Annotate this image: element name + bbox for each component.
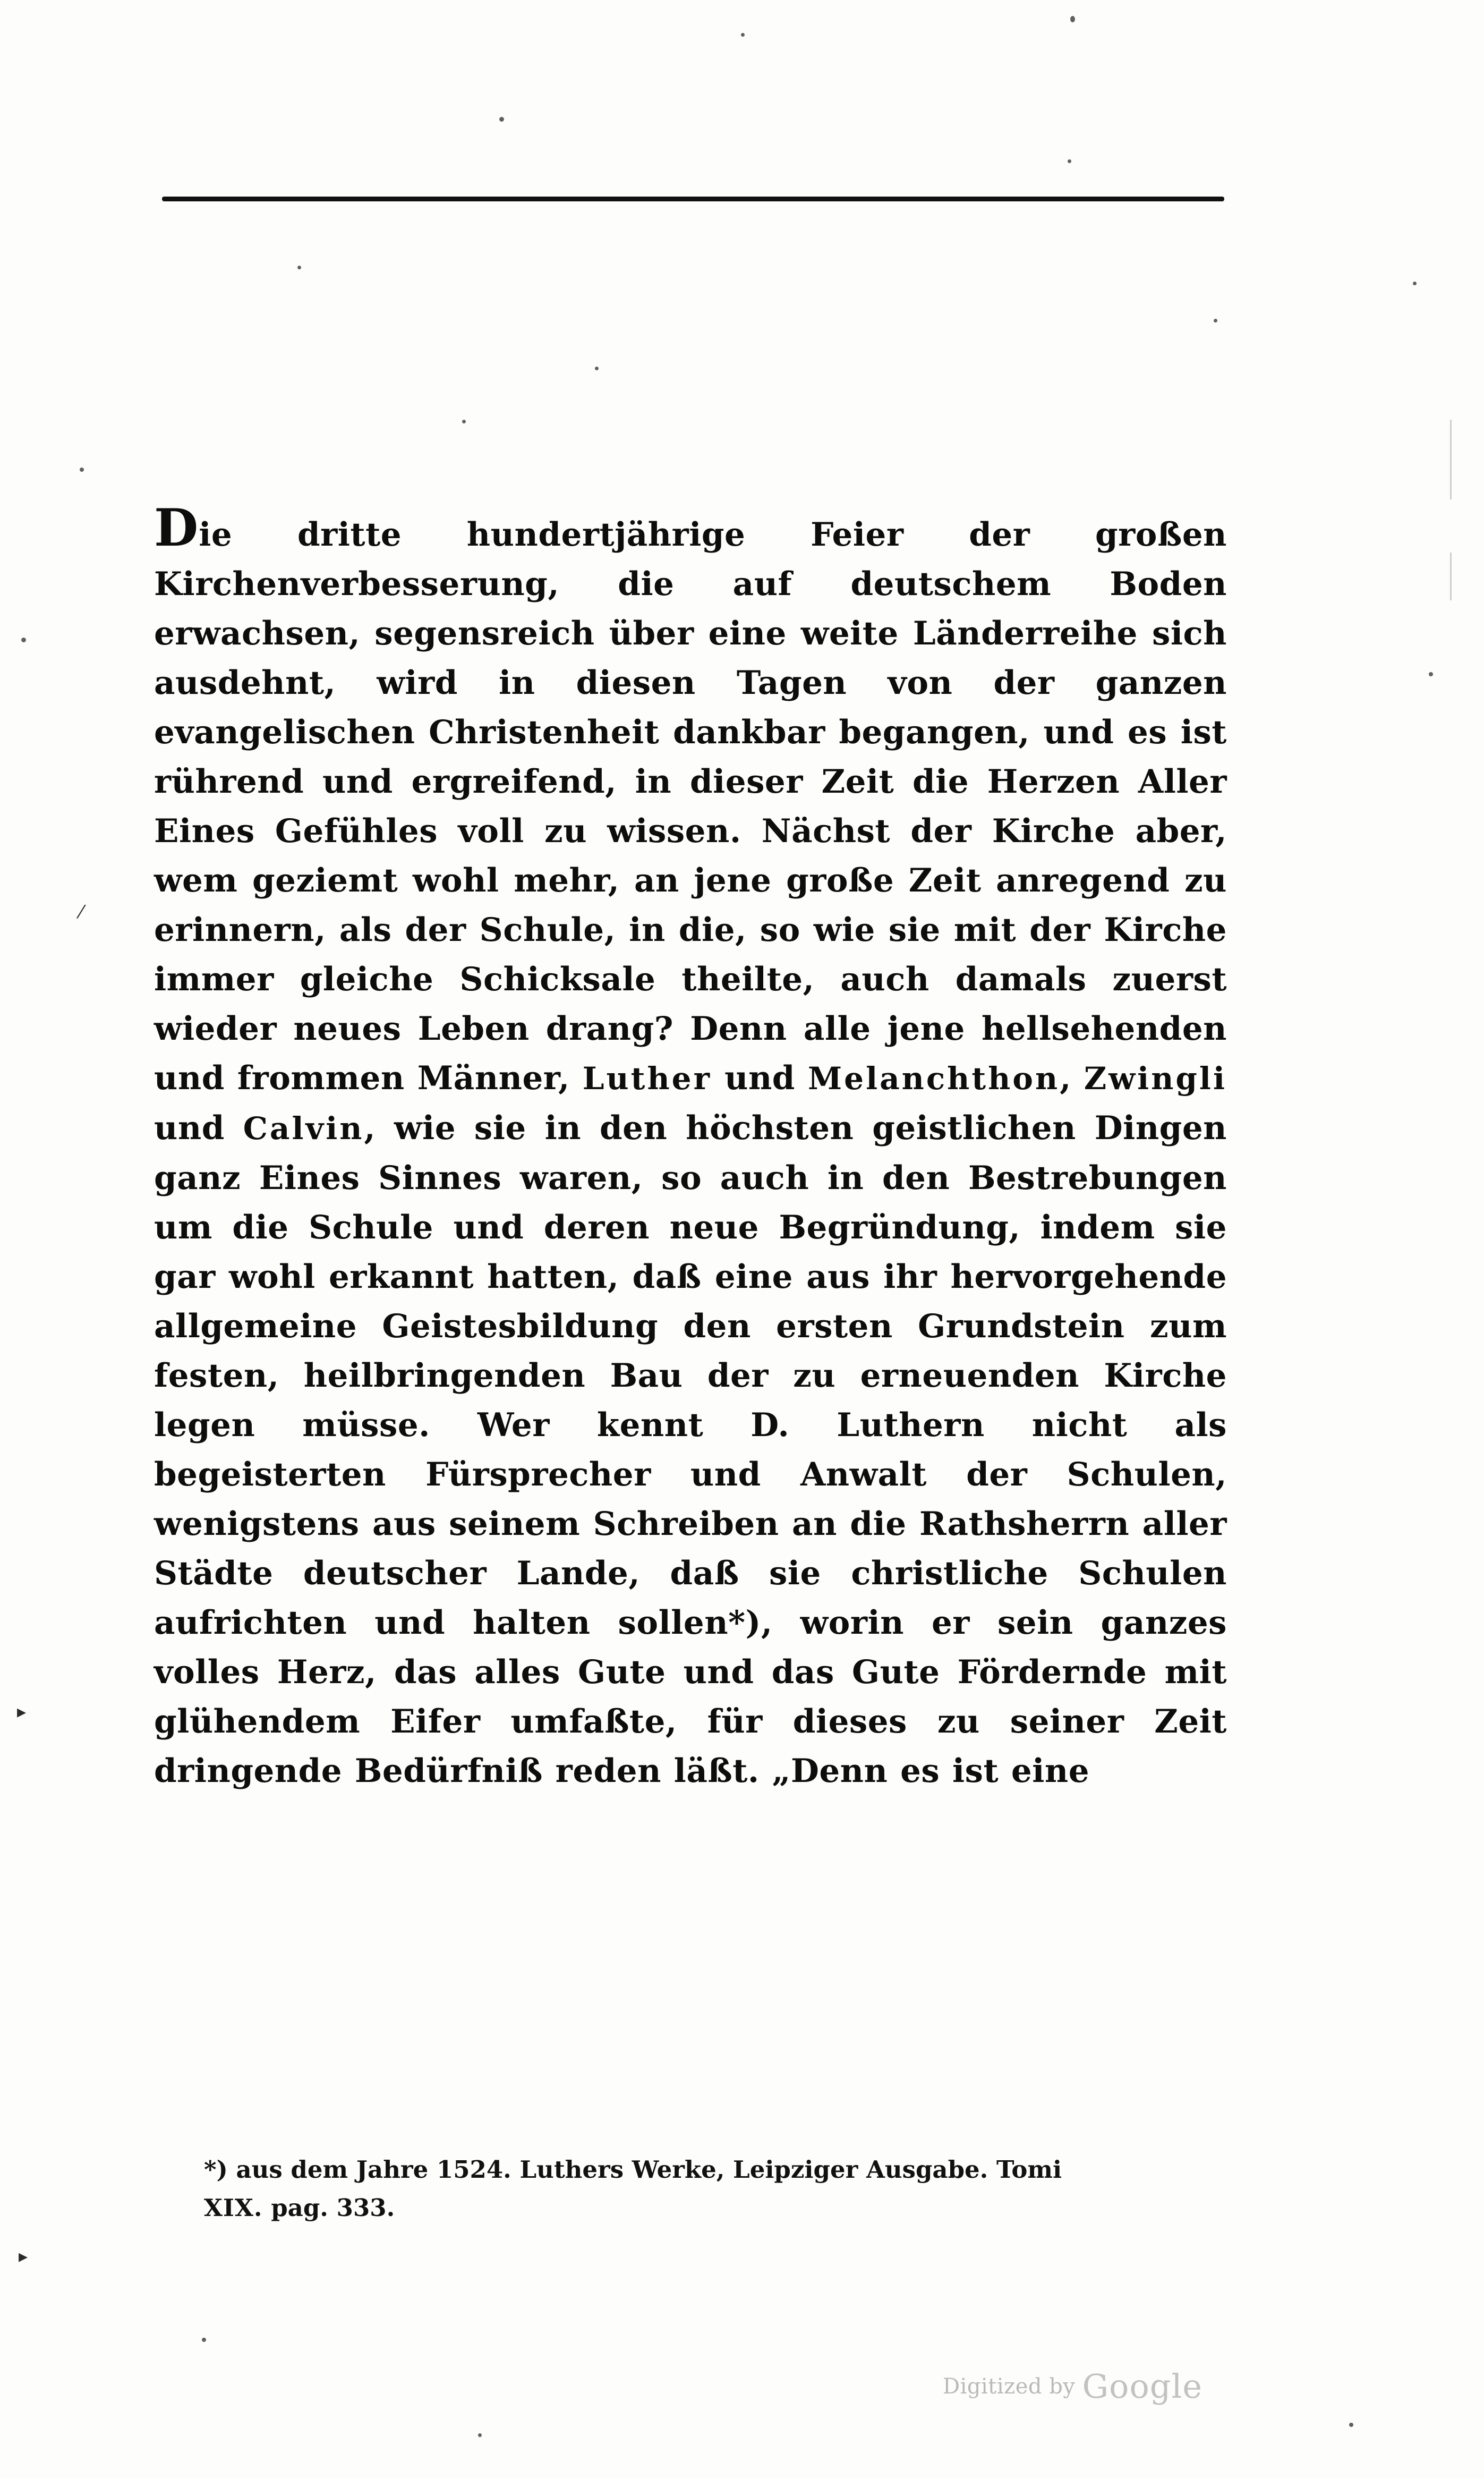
paragraph-text-part-4: und xyxy=(154,1109,243,1147)
name-melanchthon: Melanchthon xyxy=(807,1060,1060,1097)
name-luther: Luther xyxy=(582,1060,712,1097)
paragraph-text-part-2: und xyxy=(712,1059,808,1097)
scan-line xyxy=(1450,553,1452,600)
footnote xyxy=(169,2151,1226,2227)
scan-speck xyxy=(1349,2423,1353,2427)
watermark-prefix: Digitized by xyxy=(943,2374,1076,2399)
scan-speck xyxy=(1429,672,1433,676)
header-rule xyxy=(162,197,1224,201)
scan-speck xyxy=(297,266,301,269)
main-paragraph xyxy=(154,498,1227,1796)
name-calvin: Calvin xyxy=(243,1110,364,1147)
footnote-page: pag. 333. xyxy=(271,2194,395,2222)
scan-speck xyxy=(499,117,504,122)
scan-speck xyxy=(478,2433,482,2437)
watermark-brand: Google xyxy=(1082,2367,1203,2406)
margin-artifact: ▸ xyxy=(17,1701,27,1722)
paragraph-text-part-3: , xyxy=(1060,1059,1084,1097)
scan-speck xyxy=(21,638,26,642)
scan-speck xyxy=(202,2338,206,2342)
digitized-watermark xyxy=(943,2367,1202,2406)
margin-artifact: ▸ xyxy=(19,2246,28,2267)
scan-speck xyxy=(462,420,466,423)
body-text-block xyxy=(154,498,1227,1796)
scan-line xyxy=(1450,420,1452,499)
scan-speck xyxy=(1413,282,1417,285)
footnote-line-1: aus dem Jahre 1524. Luthers Werke, Leipziger Ausgabe. Tomi xyxy=(236,2155,1062,2184)
paragraph-text-part-1: ie dritte hundertjährige Feier der großen Kirchenverbesserung, die auf deutschem Boden erwachsen, segensreich über eine weite Länderreihe sich ausdehnt, wird in diesen Tagen von der ganzen evangelischen Christenheit dankbar begangen, und es ist rührend und ergreifend, in dieser Zeit die Herzen Aller Eines Gefühles voll zu wissen. Nächst der Kirche aber, wem geziemt wohl mehr, an jene große Zeit anregend zu erinnern, als der Schule, in die, so wie sie mit der Kirche immer gleiche Schicksale theilte, auch damals zuerst wieder neues Leben drang? Denn alle jene hellsehenden und frommen Männer, xyxy=(154,516,1227,1097)
scan-speck xyxy=(80,468,84,472)
scan-speck xyxy=(1214,319,1217,322)
footnote-marker: *) xyxy=(204,2155,228,2184)
name-zwingli: Zwingli xyxy=(1084,1060,1227,1097)
scan-speck xyxy=(741,33,745,37)
scan-speck xyxy=(1070,16,1075,22)
drop-cap: D xyxy=(154,498,199,558)
scan-speck xyxy=(1068,159,1071,163)
margin-artifact: ⁄ xyxy=(80,902,83,923)
footnote-volume: XIX. xyxy=(204,2194,263,2222)
paragraph-text-part-5: , wie sie in den höchsten geistlichen Dingen ganz Eines Sinnes waren, so auch in den Bestrebungen um die Schule und deren neue Begründung, indem sie gar wohl erkannt hatten, daß eine aus ihr hervorgehende allgemeine Geistesbildung den ersten Grundstein zum festen, heilbringenden Bau der zu erneuenden Kirche legen müsse. Wer kennt D. Luthern nicht als begeisterten Fürsprecher und Anwalt der Schulen, wenigstens aus seinem Schreiben an die Rathsherrn aller Städte deutscher Lande, daß sie christliche Schulen aufrichten und halten sollen*), worin er sein ganzes volles Herz, das alles Gute und das Gute Fördernde mit glühendem Eifer umfaßte, für dieses zu seiner Zeit dringende Bedürfniß reden läßt. „Denn es ist eine xyxy=(154,1109,1227,1790)
scan-speck xyxy=(595,367,599,370)
